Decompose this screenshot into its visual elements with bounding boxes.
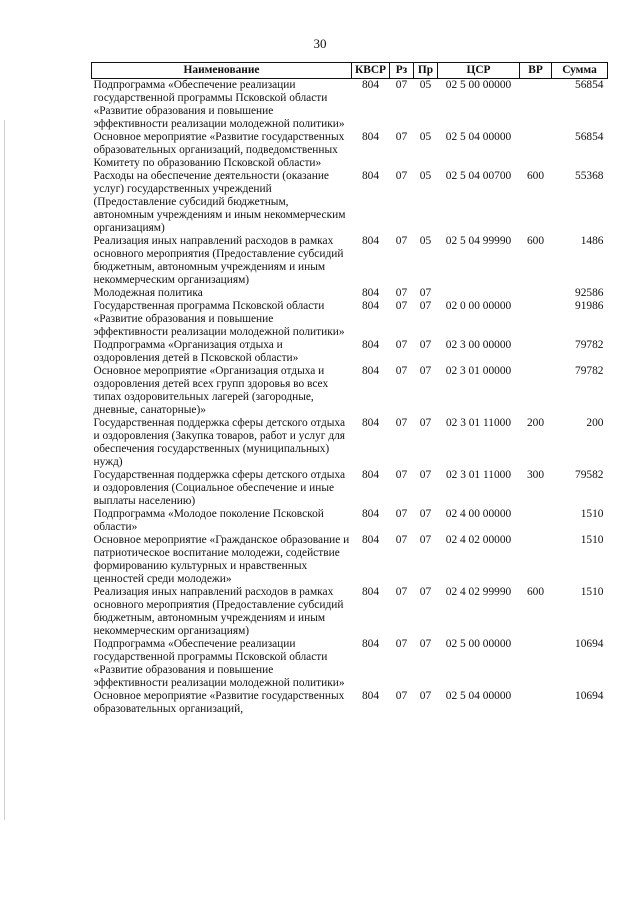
cell-pr: 07 [419,469,432,481]
cell-vr [520,79,552,132]
cell-sum: 79782 [575,339,604,351]
cell-name: Подпрограмма «Молодое поколение Псковской области» [93,508,324,533]
cell-name: Реализация иных направлений расходов в рамках основного мероприятия (Предоставление субсидий бюджетным, автономным учреждениям и иным некоммерческим организациям) [93,586,344,637]
cell-name: Государственная программа Псковской области «Развитие образования и повышение эффективности реализации молодежной политики» [93,300,345,338]
cell-sum: 56854 [575,131,604,143]
cell-kvsr: 804 [361,586,380,598]
cell-kvsr: 804 [361,469,380,481]
cell-name: Государственная поддержка сферы детского отдыха и оздоровления (Закупка товаров, работ и услуг для обеспечения государственных (муниципальных) нужд) [93,417,346,468]
cell-pr: 05 [419,235,432,247]
cell-vr [520,638,552,690]
cell-rz: 07 [395,287,408,299]
table-row [92,131,608,170]
table-row [92,300,608,339]
cell-csr: 02 5 04 99990 [445,235,512,247]
cell-csr: 02 0 00 00000 [445,300,512,312]
cell-kvsr: 804 [361,287,380,299]
cell-vr: 600 [526,170,545,182]
table-row [92,690,608,716]
cell-vr: 600 [526,586,545,598]
header-kvsr: КВСР [352,63,390,79]
cell-sum: 79782 [575,365,604,377]
cell-rz: 07 [395,508,408,520]
cell-name: Расходы на обеспечение деятельности (оказание услуг) государственных учреждений (Предоставление субсидий бюджетным, автономным учреждениям и иным некоммерческим организациям) [93,170,346,234]
cell-pr: 05 [419,131,432,143]
cell-kvsr: 804 [361,508,380,520]
table-row [92,469,608,508]
cell-vr: 200 [526,417,545,429]
cell-csr [438,287,520,300]
table-row [92,638,608,690]
table-row [92,508,608,534]
table-body [92,79,608,717]
header-sum: Сумма [552,63,608,79]
cell-pr: 07 [419,339,432,351]
cell-rz: 07 [395,534,408,546]
cell-csr: 02 4 02 00000 [445,534,512,546]
cell-name: Основное мероприятие «Гражданское образование и патриотическое воспитание молодежи, содействие формированию культурных и нравственных ценностей среди молодежи» [93,534,350,585]
cell-kvsr: 804 [361,170,380,182]
cell-sum: 56854 [575,79,604,91]
cell-name: Подпрограмма «Обеспечение реализации государственной программы Псковской области «Развитие образования и повышение эффективности реализации молодежной политики» [93,79,345,130]
cell-sum: 200 [586,417,604,429]
cell-csr: 02 3 00 00000 [445,339,512,351]
table-row [92,170,608,235]
cell-rz: 07 [395,79,408,91]
cell-rz: 07 [395,365,408,377]
cell-csr: 02 3 01 11000 [445,417,512,429]
cell-csr: 02 4 02 99990 [445,586,512,598]
header-csr: ЦСР [438,63,520,79]
cell-vr [520,339,552,365]
cell-kvsr: 804 [361,365,380,377]
cell-name: Подпрограмма «Организация отдыха и оздоровления детей в Псковской области» [93,339,299,364]
cell-kvsr: 804 [361,235,380,247]
cell-pr: 07 [419,365,432,377]
cell-pr: 07 [419,417,432,429]
header-name: Наименование [92,63,352,79]
cell-csr: 02 5 00 00000 [445,79,512,91]
cell-pr: 07 [419,300,432,312]
cell-csr: 02 5 04 00000 [445,690,512,702]
cell-csr: 02 3 01 00000 [445,365,512,377]
cell-vr [520,365,552,417]
cell-rz: 07 [395,235,408,247]
cell-sum: 10694 [575,638,604,650]
cell-sum: 1510 [580,586,604,598]
cell-name: Основное мероприятие «Развитие государственных образовательных организаций, подведомственных Комитету по образованию Псковской области» [93,131,345,169]
cell-name: Основное мероприятие «Развитие государственных образовательных организаций, [93,690,345,715]
cell-name: Реализация иных направлений расходов в рамках основного мероприятия (Предоставление субсидий бюджетным, автономным учреждениям и иным некоммерческим организациям) [93,235,344,286]
cell-rz: 07 [395,131,408,143]
cell-kvsr: 804 [361,417,380,429]
cell-csr: 02 5 04 00700 [445,170,512,182]
cell-rz: 07 [395,300,408,312]
cell-csr: 02 5 04 00000 [445,131,512,143]
cell-kvsr: 804 [361,339,380,351]
cell-sum: 91986 [575,300,604,312]
cell-kvsr: 804 [361,638,380,650]
cell-vr [520,508,552,534]
cell-pr: 07 [419,508,432,520]
table-row [92,79,608,132]
cell-pr: 05 [419,170,432,182]
cell-vr [520,131,552,170]
page-number: 30 [313,36,327,51]
scan-edge-mark [4,120,5,820]
cell-pr: 07 [419,690,432,702]
table-row [92,339,608,365]
cell-rz: 07 [395,586,408,598]
cell-name: Государственная поддержка сферы детского отдыха и оздоровления (Социальное обеспечение и иные выплаты населению) [93,469,346,507]
cell-name: Молодежная политика [93,287,203,299]
cell-vr [520,690,552,716]
header-rz: Рз [390,63,414,79]
cell-kvsr: 804 [361,534,380,546]
cell-pr: 07 [419,586,432,598]
table-row [92,534,608,586]
budget-table [91,62,608,716]
cell-rz: 07 [395,469,408,481]
cell-kvsr: 804 [361,300,380,312]
table-row [92,287,608,300]
cell-vr: 600 [526,235,545,247]
table-row [92,586,608,638]
cell-sum: 1510 [580,508,604,520]
cell-rz: 07 [395,417,408,429]
cell-kvsr: 804 [361,131,380,143]
cell-sum: 92586 [575,287,604,299]
cell-kvsr: 804 [361,690,380,702]
cell-pr: 07 [419,534,432,546]
cell-vr: 300 [526,469,545,481]
table-row [92,365,608,417]
table-row [92,235,608,287]
cell-sum: 55368 [575,170,604,182]
cell-vr [520,300,552,339]
cell-rz: 07 [395,690,408,702]
cell-name: Основное мероприятие «Организация отдыха и оздоровления детей всех групп здоровья во всех типах оздоровительных лагерей (загородные, дневные, санаторные)» [93,365,329,416]
cell-rz: 07 [395,638,408,650]
cell-name: Подпрограмма «Обеспечение реализации государственной программы Псковской области «Развитие образования и повышение эффективности реализации молодежной политики» [93,638,345,689]
cell-rz: 07 [395,339,408,351]
cell-vr [520,534,552,586]
header-pr: Пр [414,63,438,79]
cell-sum: 10694 [575,690,604,702]
cell-csr: 02 5 00 00000 [445,638,512,650]
cell-pr: 05 [419,79,432,91]
cell-rz: 07 [395,170,408,182]
cell-sum: 79582 [575,469,604,481]
table-row [92,417,608,469]
cell-sum: 1486 [580,235,604,247]
header-vr: ВР [520,63,552,79]
cell-csr: 02 4 00 00000 [445,508,512,520]
cell-pr: 07 [419,638,432,650]
cell-csr: 02 3 01 11000 [445,469,512,481]
table-header-row [92,63,608,79]
cell-sum: 1510 [580,534,604,546]
cell-kvsr: 804 [361,79,380,91]
cell-pr: 07 [419,287,432,299]
cell-vr [520,287,552,300]
